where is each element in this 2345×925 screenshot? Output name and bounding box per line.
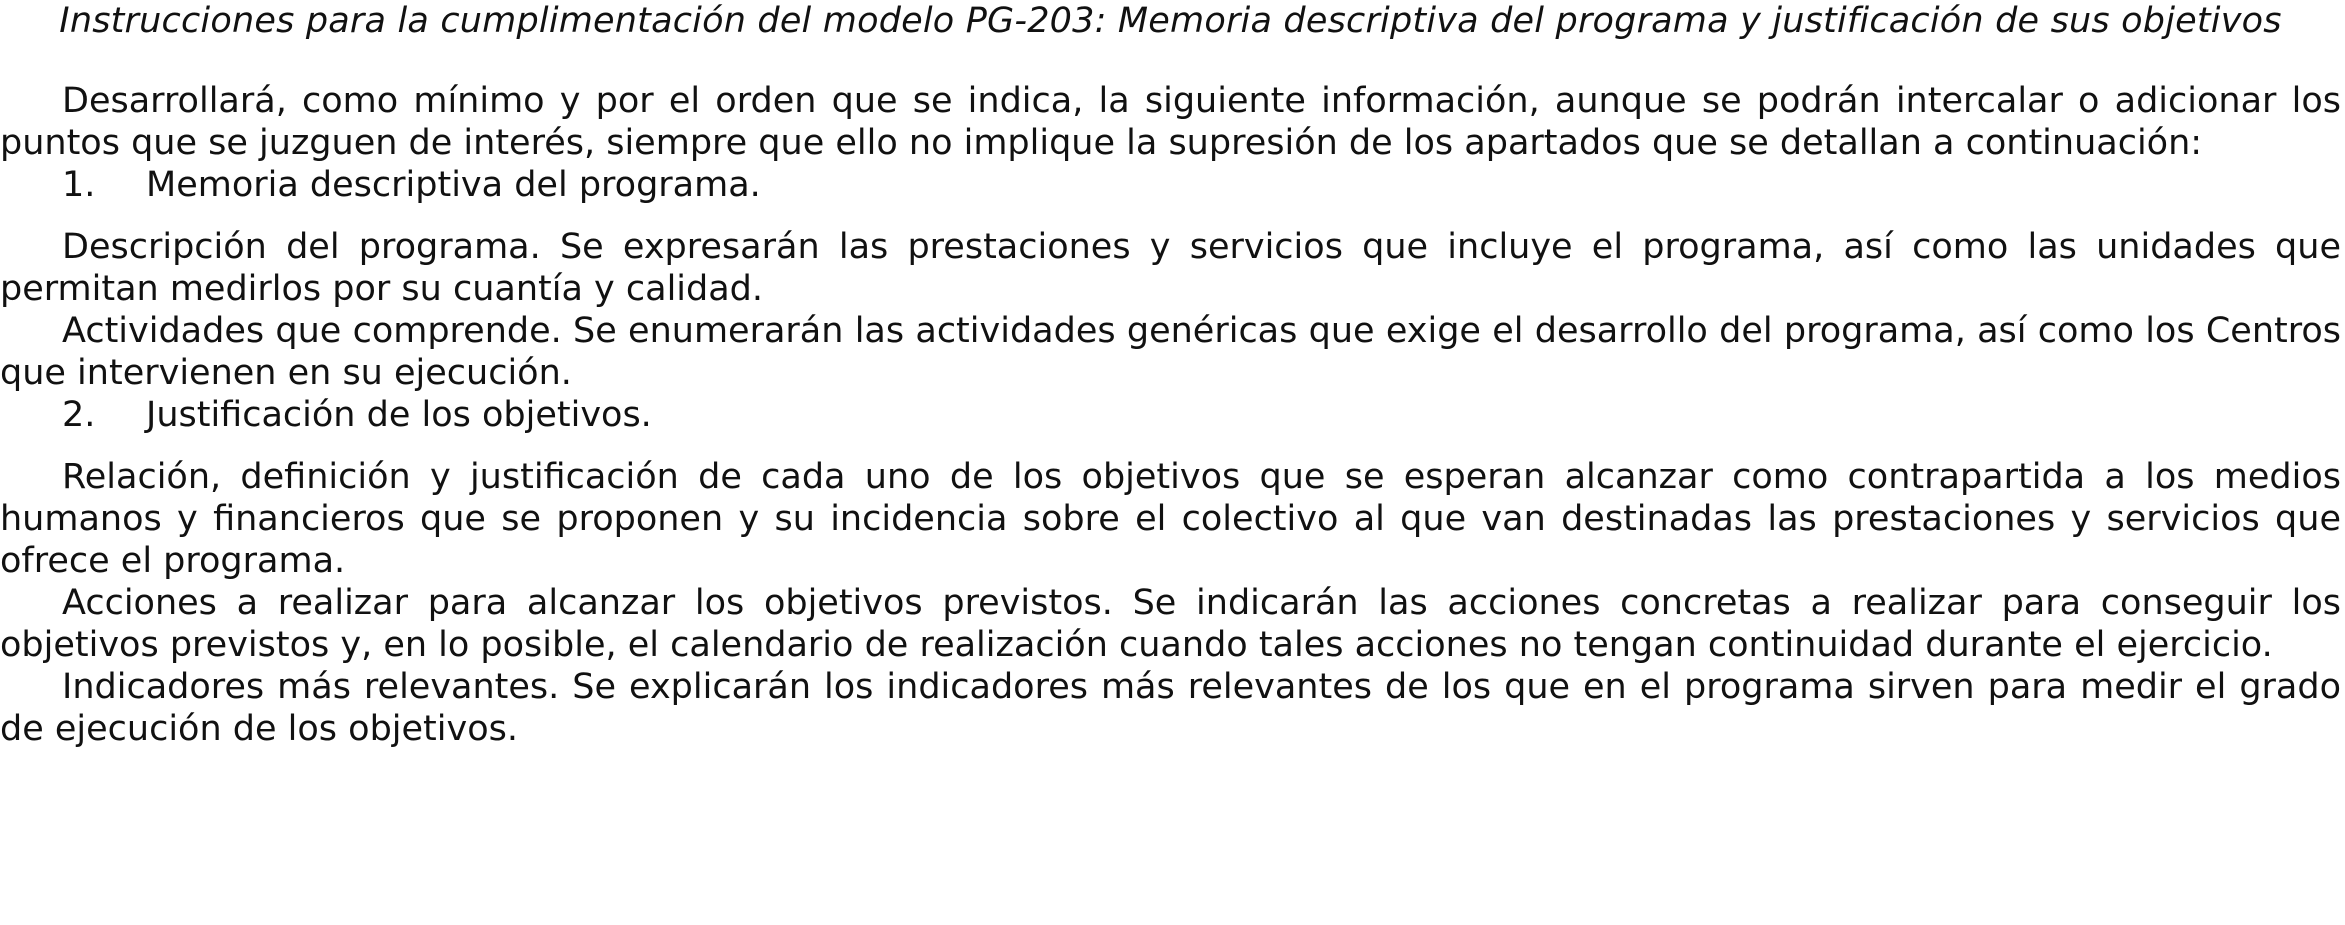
section-1-paragraph-1: Descripción del programa. Se expresarán las prestaciones y servicios que incluye el programa, así como las unidades que permitan medirlos por su cuantía y calidad. <box>0 227 2341 309</box>
section-2-paragraph-2: Acciones a realizar para alcanzar los objetivos previstos. Se indicarán las acciones concretas a realizar para conseguir los objetivos previstos y, en lo posible, el calendario de realización cuando tales acciones no tengan continuidad durante el ejercicio. <box>0 583 2341 665</box>
section-2-paragraph-3: Indicadores más relevantes. Se explicarán los indicadores más relevantes de los que en el programa sirven para medir el grado de ejecución de los objetivos. <box>0 667 2341 749</box>
section-heading-2 <box>0 394 2341 436</box>
section-number: 1. <box>62 165 96 205</box>
section-number: 2. <box>62 395 96 435</box>
section-2-paragraph-1: Relación, definición y justificación de cada uno de los objetivos que se esperan alcanzar como contrapartida a los medios humanos y financieros que se proponen y su incidencia sobre el colectivo al que van destinadas las prestaciones y servicios que ofrece el programa. <box>0 457 2341 581</box>
section-1-paragraph-2: Actividades que comprende. Se enumerarán las actividades genéricas que exige el desarrollo del programa, así como los Centros que intervienen en su ejecución. <box>0 311 2341 393</box>
document-title: Instrucciones para la cumplimentación del modelo PG-203: Memoria descriptiva del programa y justificación de sus objetivos <box>59 1 2282 41</box>
intro-paragraph: Desarrollará, como mínimo y por el orden que se indica, la siguiente información, aunque se podrán intercalar o adicionar los puntos que se juzguen de interés, siempre que ello no implique la supresión de los apartados que se detallan a continuación: <box>0 81 2341 163</box>
section-heading-1 <box>0 164 2341 206</box>
section-heading-text: Justificación de los objetivos. <box>146 395 652 435</box>
section-heading-text: Memoria descriptiva del programa. <box>146 165 761 205</box>
